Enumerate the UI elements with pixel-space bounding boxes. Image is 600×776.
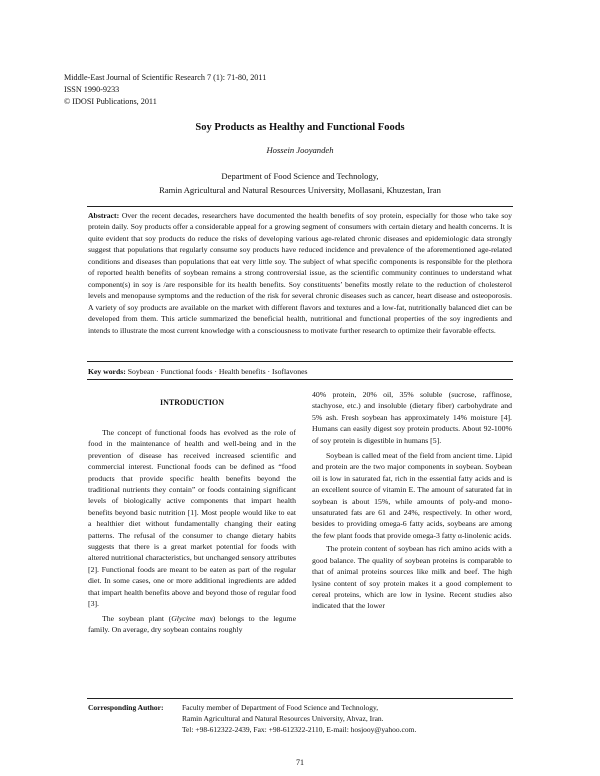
col2-paragraph-1: 40% protein, 20% oil, 35% soluble (sucrose, raffinose, stachyose, etc.) and insoluble (dietary fiber) carbohydrate and 5% ash. Fresh soybean has approximately 14% moisture [4]. Humans can easily digest soy protein products. About 92-100% of soy protein is digestible in humans [5].	[312, 390, 512, 445]
abstract	[88, 210, 512, 336]
keywords-label: Key words:	[88, 367, 126, 376]
footer-rule	[87, 698, 513, 699]
author-affiliation	[0, 169, 600, 197]
corresponding-author-details	[182, 702, 416, 736]
author-name: Hossein Jooyandeh	[266, 145, 334, 155]
col2-paragraph-3: The protein content of soybean has rich amino acids with a good balance. The quality of soybean proteins is comparable to that of animal proteins sources like milk and beef. The high lysine content of soy protein makes it a good complement to cereal proteins, which are low in lysine. Recent studies also indicated that the lower	[312, 544, 512, 611]
affiliation-line-2: Ramin Agricultural and Natural Resources University, Mollasani, Khuzestan, Iran	[159, 185, 441, 195]
page-number: 71	[296, 758, 304, 767]
footer-line-2: Ramin Agricultural and Natural Resources University, Ahvaz, Iran.	[182, 714, 384, 724]
latin-name: Glycine max	[171, 613, 213, 623]
footer-line-1: Faculty member of Department of Food Science and Technology,	[182, 703, 379, 712]
intro-paragraph-1: The concept of functional foods has evolved as the role of food in the maintenance of health and well-being and in the prevention of disease has received increased scientific and commercial interest. Functional foods can be defined as “food products that provide specific health benefits beyond the traditional nutrients they contain” or foods containing significant levels of biologically active components that impart health benefits beyond basic nutrition [1]. Most people would like to eat a healthier diet without fundamentally changing their eating patterns. The refusal of the consumer to change dietary habits suggests that there is a great market potential for foods with altered nutritional characteristics, but unchanged sensory attributes [2]. Functional foods are meant to be eaten as part of the regular diet. In some cases, one or more additional ingredients are added that impart health benefits above and beyond those of regular food [3].	[88, 428, 296, 609]
col2-paragraph-2: Soybean is called meat of the field from ancient time. Lipid and protein are the two major components in soybean. Soybean oil is low in saturated fat, rich in the essential fatty acids and is an excellent source of vitamin E. The amount of saturated fat in soybean is about 15%, while amounts of poly-and mono-unsaturated fats are 61 and 24%, respectively. In other word, besides to providing omega-6 fatty acids, soybeans are among the few plant foods that provide omega-3 fatty α-linolenic acids.	[312, 451, 512, 540]
keywords	[88, 367, 512, 376]
footer-line-3: Tel: +98-612322-2439, Fax: +98-612322-2110, E-mail: hosjooy@yahoo.com.	[182, 725, 417, 735]
corresponding-author-label: Corresponding Author:	[88, 703, 164, 712]
abstract-label: Abstract:	[88, 211, 120, 220]
keywords-text: Soybean · Functional foods · Health benefits · Isoflavones	[125, 367, 308, 376]
intro-p2-end: ) belongs to the legume family. On average, dry soybean contains roughly	[88, 613, 297, 634]
abstract-bottom-rule	[87, 361, 513, 362]
intro-p2-start: The soybean plant (	[102, 613, 172, 623]
left-column	[88, 427, 296, 635]
journal-copyright: © IDOSI Publications, 2011	[64, 97, 157, 106]
keywords-bottom-rule	[87, 379, 513, 380]
journal-issn: ISSN 1990-9233	[64, 85, 120, 94]
right-column	[312, 389, 512, 612]
journal-header	[64, 72, 266, 108]
corresponding-author	[88, 702, 512, 735]
intro-paragraph-2	[88, 613, 296, 636]
abstract-text: Over the recent decades, researchers have documented the health benefits of soy protein, especially for those who take soy protein daily. Soy products offer a considerable appeal for a growing segment of consumers with certain dietary and health concerns. It is quite evident that soy products do reduce the risks of developing various age-related chronic diseases and epidemiologic data strongly suggest that populations that regularly consume soy products have reduced incidence and prevalence of the aforementioned age-related conditions and diseases than populations that eat very little soy. The subject of what specific components is responsible for the plethora of reported health benefits of soybean remains a strong controversial issue, as the scientific community continues to understand what component(s) in soy is /are responsible for its health benefits. Soy constituents’ benefits mostly relate to the reduction of cholesterol levels and menopause symptoms and the reduction of the risk for several chronic diseases such as cancer, heart disease and osteoporosis. A variety of soy products are available on the market with different flavors and textures and a low-fat, nutritionally balanced diet can be developed from them. This article summarized the beneficial health, nutritional and functional properties of the soy ingredients and intends to illustrate the most current knowledge with a consciousness to motivate further research to optimize their favorable effects.	[88, 211, 512, 335]
abstract-top-rule	[87, 206, 513, 207]
introduction-heading: INTRODUCTION	[159, 398, 224, 407]
paper-title: Soy Products as Healthy and Functional Foods	[195, 122, 405, 133]
affiliation-line-1: Department of Food Science and Technology,	[221, 171, 379, 181]
journal-citation: Middle-East Journal of Scientific Research 7 (1): 71-80, 2011	[64, 73, 267, 82]
